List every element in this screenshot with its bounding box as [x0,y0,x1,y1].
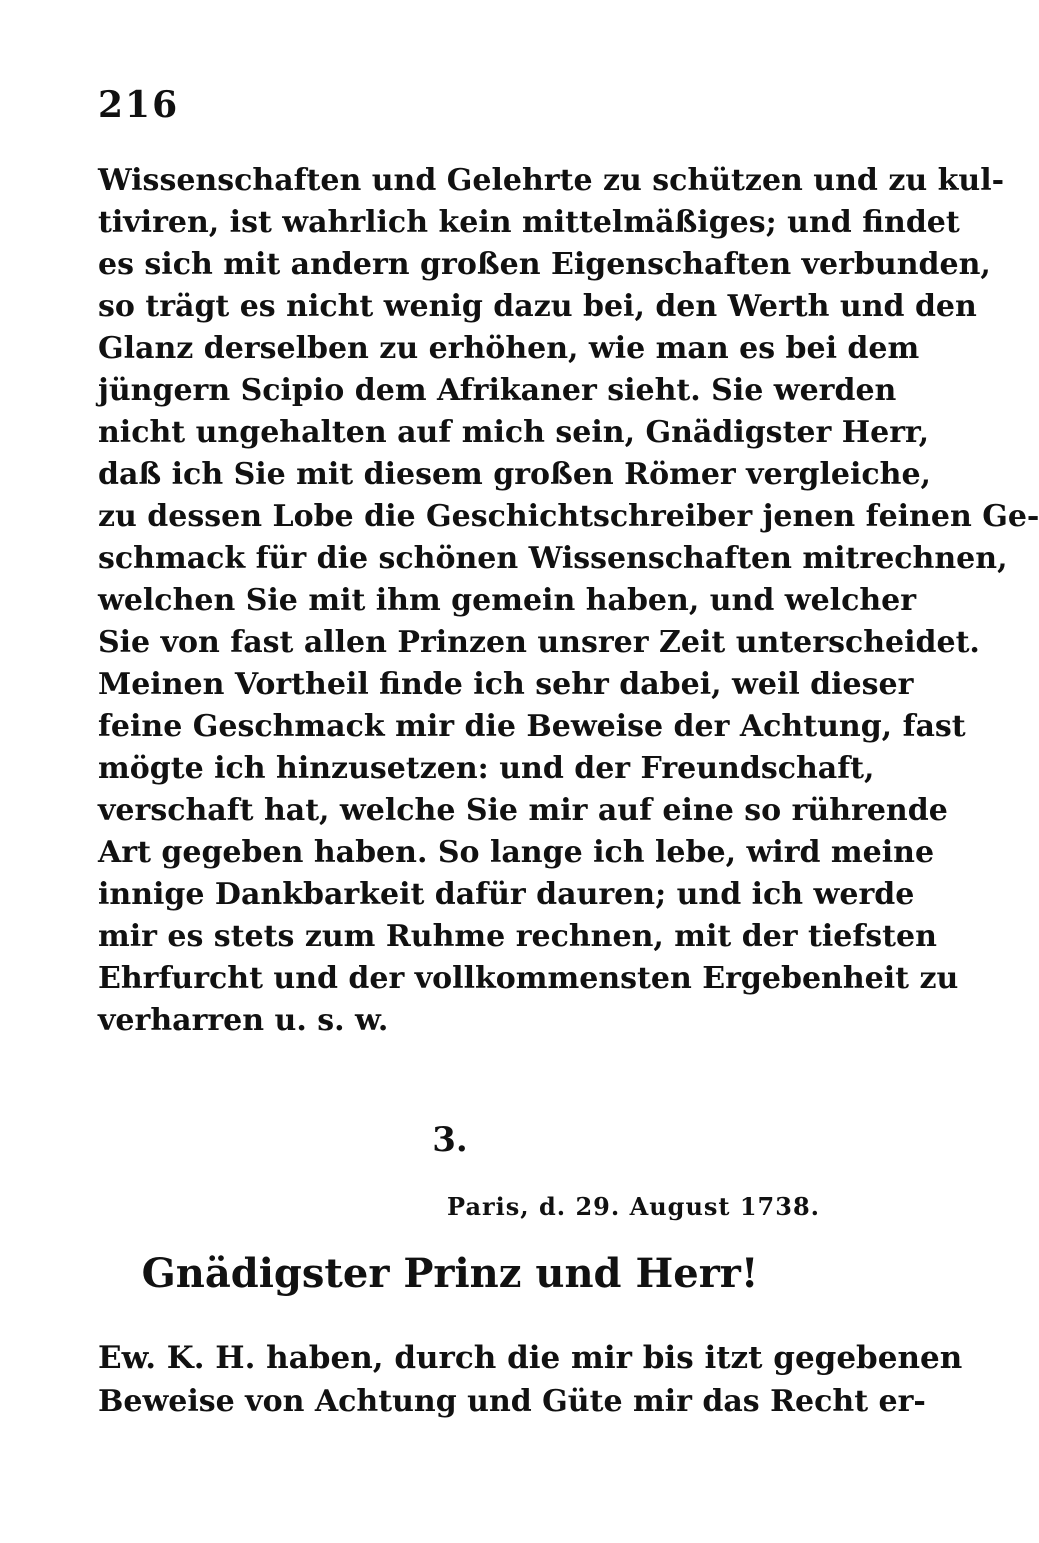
text-line: daß ich Sie mit diesem großen Römer vergleiche, [98,457,931,492]
text-line: jüngern Scipio dem Afrikaner sieht. Sie werden [98,373,897,408]
text-line: zu dessen Lobe die Geschichtschreiber jenen feinen Ge- [98,499,1039,534]
text-line: mir es stets zum Ruhme rechnen, mit der tiefsten [98,919,937,954]
text-line: Wissenschaften und Gelehrte zu schützen und zu kul- [98,163,1005,198]
text-line: welchen Sie mit ihm gemein haben, und welcher [98,583,917,618]
body-text [98,160,1039,1042]
text-line: Meinen Vortheil finde ich sehr dabei, weil dieser [98,667,914,702]
page-number: 216 [98,84,180,126]
text-line: schmack für die schönen Wissenschaften mitrechnen, [98,541,1008,576]
text-line: mögte ich hinzusetzen: und der Freundschaft, [98,751,875,786]
text-line: innige Dankbarkeit dafür dauren; und ich werde [98,877,915,912]
text-line: Ew. K. H. haben, durch die mir bis itzt gegebenen [98,1340,963,1376]
text-line: so trägt es nicht wenig dazu bei, den Werth und den [98,289,977,324]
text-line: Ehrfurcht und der vollkommensten Ergebenheit zu [98,961,959,996]
text-line: tiviren, ist wahrlich kein mittelmäßiges; und findet [98,205,960,240]
letter-number: 3. [432,1120,468,1160]
salutation: Gnädigster Prinz und Herr! [141,1250,759,1297]
text-line: verharren u. s. w. [98,1003,389,1038]
text-line: nicht ungehalten auf mich sein, Gnädigster Herr, [98,415,930,450]
text-line: Sie von fast allen Prinzen unsrer Zeit unterscheidet. [98,625,980,660]
text-line: verschaft hat, welche Sie mir auf eine so rührende [98,793,948,828]
dateline: Paris, d. 29. August 1738. [447,1192,820,1221]
text-line: Beweise von Achtung und Güte mir das Recht er- [98,1384,926,1419]
text-line: es sich mit andern großen Eigenschaften verbunden, [98,247,991,282]
letter-text [98,1336,963,1424]
text-line: feine Geschmack mir die Beweise der Achtung, fast [98,709,966,744]
text-line: Art gegeben haben. So lange ich lebe, wird meine [98,835,935,870]
text-line: Glanz derselben zu erhöhen, wie man es bei dem [98,331,920,366]
